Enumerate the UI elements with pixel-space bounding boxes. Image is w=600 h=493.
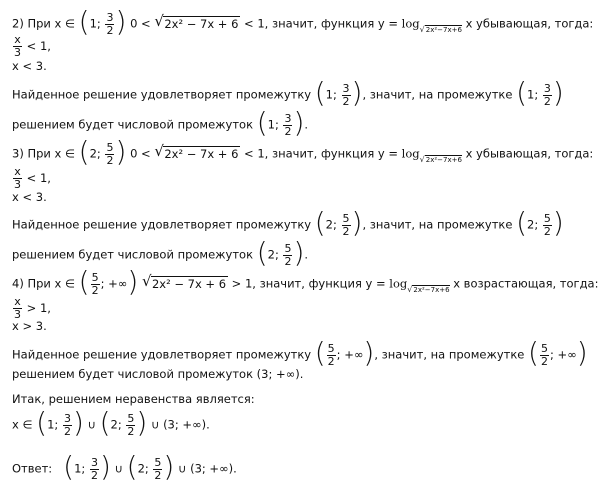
interval-end: ; +∞ [100,276,128,291]
interval-check-line: Найденное решение удовлетворяет промежутку (1; $\frac{3}{2}$ ), значит, на промежутке (1; $\frac{3}{2}$ ) [12,76,564,109]
inequality-line [12,34,51,59]
interval-start: 1; [89,16,105,31]
text-segment: x ∈ [12,417,37,432]
fraction-denominator: 2 [90,468,98,482]
text-segment: 0 < [130,16,155,31]
text-segment: , значит, на промежутке [362,217,517,232]
fraction-denominator: 2 [540,354,548,368]
log-function: log [401,146,420,161]
fraction [105,12,114,37]
fraction [283,243,292,268]
fraction-numerator: 5 [342,211,350,225]
log-base: √2x²−7x+6 [407,284,450,294]
result-line: x < 3. [12,190,47,204]
paren-open: ( [78,5,90,38]
fraction-denominator: 2 [284,254,292,268]
text-segment: решением будет числовой промежуток [12,117,257,132]
interval-start: 2; [110,417,126,432]
interval-check-line: Найденное решение удовлетворяет промежутку (2; $\frac{5}{2}$ ), значит, на промежутке (2; $\frac{5}{2}$ ) [12,206,564,239]
fraction [126,413,135,438]
fraction-denominator: 2 [91,283,99,297]
fraction-denominator: 2 [154,468,162,482]
fraction-denominator: 2 [106,153,114,167]
text-segment: , значит, на промежутке [374,347,528,362]
fraction-numerator: 3 [90,455,98,469]
text-segment: , значит, на промежутке [362,87,517,102]
text-segment: ∪ (3; +∞). [174,461,237,476]
fraction-denominator: 2 [63,424,71,438]
text-segment: 0 < [130,146,155,161]
answer-line: Ответ: (1; $\frac{3}{2}$ ) ∪ (2; $\frac{5}{2}$ ) ∪ (3; +∞). [12,450,237,483]
fraction-denominator: 2 [127,424,135,438]
text-segment: > 1, значит, функция y = [228,276,390,291]
fraction [91,272,100,297]
fraction-denominator: 2 [342,94,350,108]
fraction [342,213,351,238]
result-line: x < 3. [12,59,47,73]
fraction-denominator: 3 [14,178,21,191]
text-segment: ∪ (3; +∞). [147,417,210,432]
interval-start: 2; [267,247,283,262]
fraction-denominator: 2 [327,354,335,368]
case-4-condition-line: 4) При x ∈ ( $\frac{5}{2}$ ; +∞) √ 2x² − 7x + 6 > 1, значит, функция $y = \log_{√2x^2-7x+6} x$ возрастающая, тогда: [12,265,599,298]
radicand: 2x² − 7x + 6 [164,16,239,31]
fraction-numerator: 5 [127,411,135,425]
answer-label: Ответ: [12,461,64,476]
fraction-numerator: 5 [284,241,292,255]
text-segment: 3) При x ∈ [12,146,79,161]
text-segment: < 1, значит, функция y = [240,16,402,31]
fraction-denominator: 2 [543,94,551,108]
solution-line: решением будет числовой промежуток (3; +∞). [12,367,304,381]
interval-start: 2; [325,217,341,232]
result-line: x > 3. [12,319,47,333]
union-symbol: ∪ [110,461,127,476]
fraction [153,457,162,482]
conclusion-heading: Итак, решением неравенства является: [12,392,255,406]
log-base-radicand: 2x²−7x+6 [425,155,462,164]
text-segment: Найденное решение удовлетворяет промежутку [12,87,315,102]
text-segment: . [304,247,309,262]
fraction-denominator: 2 [543,224,551,238]
interval-start: 1; [47,417,62,432]
interval-start: 2; [137,461,153,476]
square-root: √ 2x² − 7x + 6 [154,141,239,161]
fraction-numerator: x [14,165,21,178]
paren-close: ) [115,5,127,38]
fraction-denominator: 3 [14,308,21,321]
fraction-numerator: 3 [63,411,71,425]
fraction [342,83,351,108]
fraction [327,343,336,368]
fraction [63,413,72,438]
conclusion-line: x ∈ (1; $\frac{3}{2}$ ) ∪ (2; $\frac{5}{2}$ ) ∪ (3; +∞). [12,406,210,439]
fraction [543,83,552,108]
log-function: log [401,16,420,31]
fraction-numerator: 5 [543,211,551,225]
interval-end: ; +∞ [336,347,364,362]
fraction [13,34,22,59]
fraction-numerator: 5 [327,341,335,355]
fraction-denominator: 3 [14,46,21,59]
text-segment: Найденное решение удовлетворяет промежутку [12,347,315,362]
text-segment: < 1, [23,171,51,185]
fraction-numerator: 5 [154,455,162,469]
square-root: √ 2x² − 7x + 6 [154,11,239,31]
case-3-condition-line: 3) При x ∈ (2; $\frac{5}{2}$ ) 0 < √ 2x² − 7x + 6 < 1, значит, функция $y = \log_{√2x^2-7x+6} x$ убывающая, тогда: [12,135,594,168]
interval-start: 2; [89,146,105,161]
log-base-radicand: 2x²−7x+6 [413,285,450,294]
fraction [13,166,22,191]
text-segment: x убывающая, тогда: [461,146,594,161]
fraction-numerator: 3 [342,81,350,95]
solution-line: решением будет числовой промежуток (2; $\frac{5}{2}$ ). [12,236,309,269]
text-segment: x убывающая, тогда: [461,16,594,31]
fraction [540,343,549,368]
fraction [105,142,114,167]
fraction-numerator: x [14,33,21,46]
fraction-numerator: 3 [543,81,551,95]
text-segment: 4) При x ∈ [12,276,79,291]
fraction-denominator: 2 [284,124,292,138]
log-base-radicand: 2x²−7x+6 [425,25,462,34]
fraction-denominator: 2 [342,224,350,238]
text-segment: решением будет числовой промежуток [12,247,257,262]
text-segment: < 1, значит, функция y = [240,146,402,161]
text-segment: Найденное решение удовлетворяет промежутку [12,217,315,232]
text-segment: . [304,117,309,132]
interval-end: ; +∞ [549,347,577,362]
text-segment: 2) При x ∈ [12,16,79,31]
interval-start: 1; [74,461,89,476]
fraction-numerator: x [14,295,21,308]
log-base: √2x²−7x+6 [419,24,462,34]
text-segment: x возрастающая, тогда: [449,276,599,291]
interval-start: 1; [527,87,542,102]
radicand: 2x² − 7x + 6 [151,276,227,291]
text-segment: < 1, [23,39,51,53]
inequality-line [12,166,51,191]
log-function: log [389,276,408,291]
fraction [90,457,99,482]
text-segment: > 1, [23,301,51,315]
fraction-denominator: 2 [106,23,114,37]
solution-line: решением будет числовой промежуток (1; $\frac{3}{2}$ ). [12,106,309,139]
fraction [283,113,292,138]
fraction-numerator: 3 [284,111,292,125]
radicand: 2x² − 7x + 6 [164,146,239,161]
fraction-numerator: 3 [106,10,114,24]
fraction-numerator: 5 [106,140,114,154]
log-base: √2x²−7x+6 [419,154,462,164]
interval-check-line: Найденное решение удовлетворяет промежутку ( $\frac{5}{2}$ ; +∞), значит, на промежутке ( $\frac{5}{2}$ ; +∞) [12,336,588,369]
fraction-numerator: 5 [91,270,99,284]
interval-start: 1; [267,117,283,132]
square-root: √ 2x² − 7x + 6 [141,271,227,291]
fraction-numerator: 5 [540,341,548,355]
union-symbol: ∪ [83,417,100,432]
fraction [543,213,552,238]
case-2-condition-line [12,5,594,38]
interval-start: 2; [527,217,542,232]
interval-start: 1; [325,87,341,102]
